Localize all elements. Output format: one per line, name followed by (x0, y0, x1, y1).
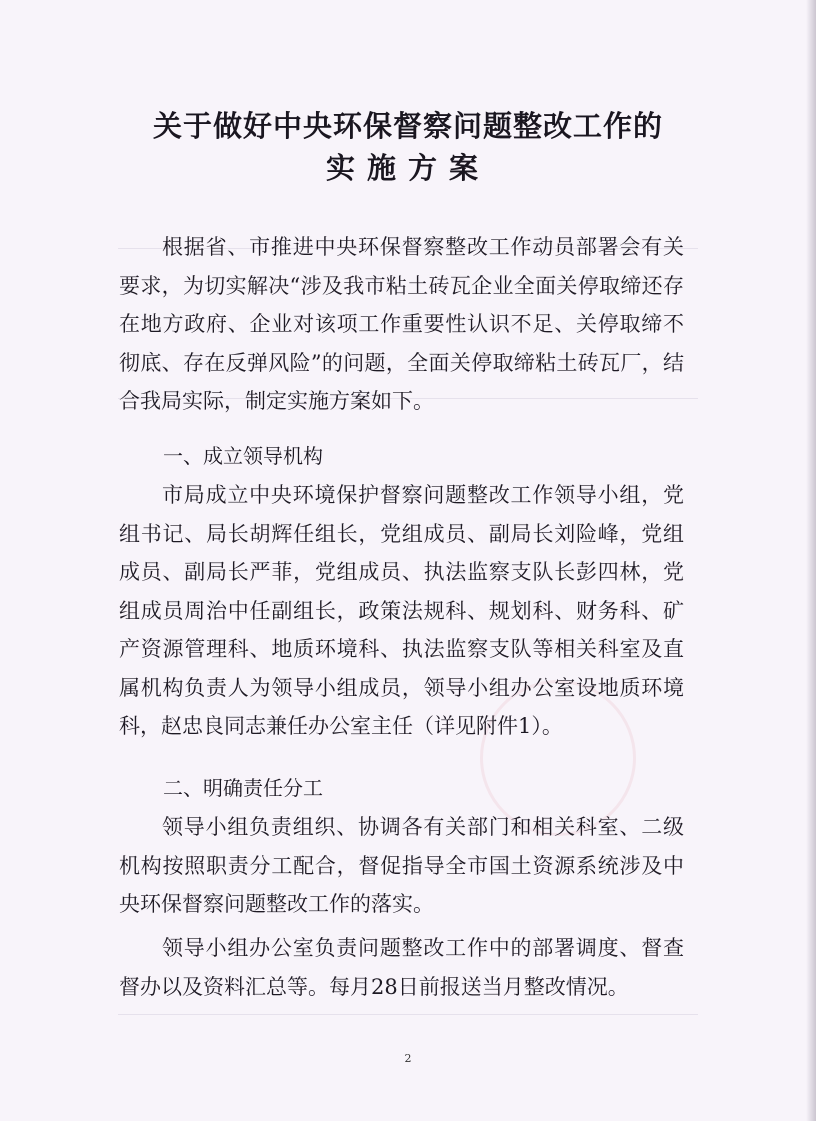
show-through-line (118, 1014, 698, 1015)
intro-paragraph: 根据省、市推进中央环保督察整改工作动员部署会有关要求，为切实解决“涉及我市粘土砖瓦企业全面关停取缔还存在地方政府、企业对该项工作重要性认识不足、关停取缔不彻底、存在反弹风险”的问题，全面关停取缔粘土砖瓦厂，结合我局实际，制定实施方案如下。 (119, 235, 684, 413)
section-1-heading: 一、成立领导机构 (163, 444, 323, 468)
section-2-heading: 二、明确责任分工 (163, 776, 323, 800)
page-number: 2 (404, 1052, 412, 1065)
section-2-paragraph-2: 领导小组办公室负责问题整改工作中的部署调度、督查督办以及资料汇总等。每月28日前报送当月整改情况。 (119, 936, 684, 999)
scan-edge-shadow (806, 0, 816, 1121)
section-1-paragraph: 市局成立中央环境保护督察问题整改工作领导小组，党组书记、局长胡辉任组长，党组成员、副局长刘险峰，党组成员、副局长严菲，党组成员、执法监察支队长彭四林，党组成员周治中任副组长，政策法规科、规划科、财务科、矿产资源管理科、地质环境科、执法监察支队等相关科室及直属机构负责人为领导小组成员，领导小组办公室设地质环境科，赵忠良同志兼任办公室主任（详见附件1）。 (119, 483, 684, 738)
document-title-subline: 实施方案 (325, 151, 490, 185)
document-title: 关于做好中央环保督察问题整改工作的 (152, 109, 663, 143)
section-2-paragraph-1: 领导小组负责组织、协调各有关部门和相关科室、二级机构按照职责分工配合，督促指导全市国土资源系统涉及中央环保督察问题整改工作的落实。 (119, 815, 684, 916)
